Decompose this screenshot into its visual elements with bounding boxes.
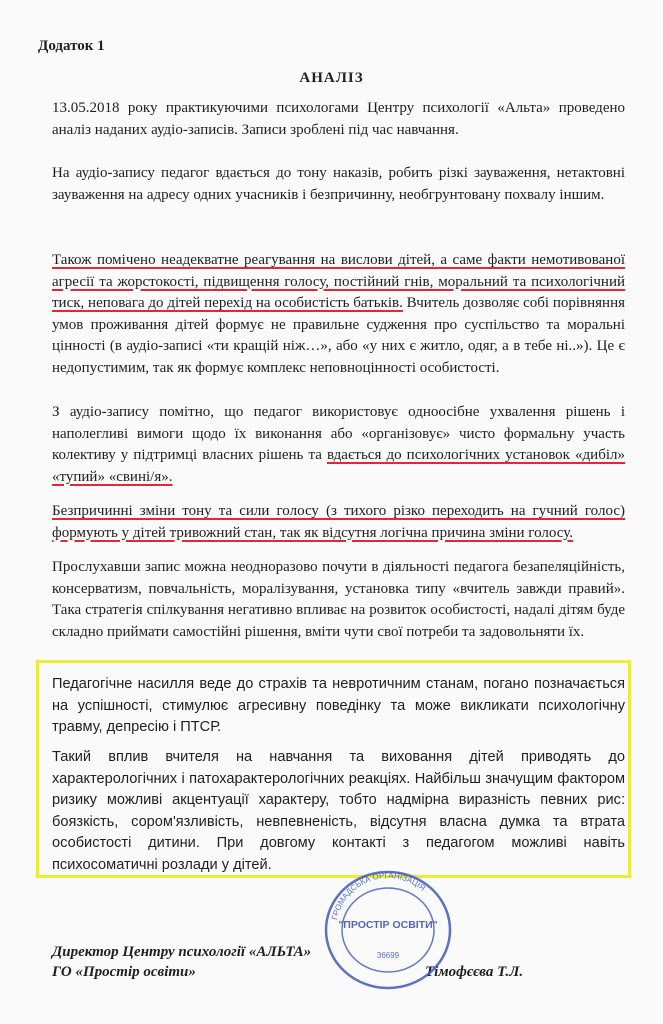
paragraph-reactions (52, 250, 625, 379)
document-title: АНАЛІЗ (299, 70, 364, 86)
paragraph-tone: На аудіо-запису педагог вдається до тону наказів, робить різкі зауваження, нетактовні зауваження на адресу одних учасників і безпричинну, необгрунтовану похвалу іншим. (52, 165, 625, 203)
paragraph-violence: Педагогічне насилля веде до страхів та невротичним станам, погано позначається на успішності, стимулює агресивну поведінку та може викликати психологічну травму, депресію і ПТСР. (52, 676, 625, 735)
paragraph-text: Вчитель дозволяє собі порівняння умов проживання дітей формує не правильне судження про суспільство та моральні цінності (в аудіо-записі «ти кращій ніж…», або «у них є житло, одяг, а в тебе ні..»). Це є недопустимим, так як формує комплекс неповноцінності особистості. (52, 295, 625, 376)
signature-organization: ГО «Простір освіти» (52, 964, 196, 980)
paragraph-intro: 13.05.2018 року практикуючими психологами Центру психології «Альта» проведено аналіз наданих аудіо-записів. Записи зроблені під час навчання. (52, 100, 625, 138)
appendix-label: Додаток 1 (38, 38, 105, 54)
paragraph-text: З аудіо-запису помітно, що педагог використовує одноосібне ухвалення рішень і наполегливі вимоги щодо їх виконання або «організовує» чисто формальну участь колективу у підтримці власних рішень та (52, 404, 625, 463)
stamp-code: 36699 (376, 951, 400, 960)
highlighted-text: Також помічено неадекватне реагування на вислови дітей, а саме факти немотивованої агресії та жорстокості, підвищення голосу, постійний гнів, моральний та психологічний тиск, неповага до дітей перехід на особистість батьків. (52, 252, 625, 311)
paragraph-decisions (52, 402, 625, 488)
paragraph-impact: Такий вплив вчителя на навчання та виховання дітей приводять до характерологічних і патохарактерологічних реакціях. Найбільш значущим фактором ризику можливі акцентуації характеру, тобто надмірна виразність певних рис: боязкість, сором'язливість, невпевненість, відсутня власна думка та втрата особистості дитини. При довгому контакті з педагогом можливі навіть психосоматичні розлади у дітей. (52, 749, 625, 873)
stamp-outer-text: ГРОМАДСЬКА ОРГАНІЗАЦІЯ (330, 870, 428, 921)
paragraph-style: Прослухавши запис можна неодноразово почути в діяльності педагога безапеляційність, консерватизм, повчальність, моралізування, установка типу «вчитель завжди правий». Така стратегія спілкування негативно впливає на розвиток особистості, надалі дітям буде складно приймати самостійні рішення, вміти чути свої потреби та задовольняти їх. (52, 559, 625, 640)
organization-stamp (318, 862, 458, 992)
signature-title: Директор Центру психології «АЛЬТА» (52, 944, 312, 960)
highlighted-text: вдається до психологічних установок «дибіл» «тупий» «свині/я». (52, 447, 625, 485)
paragraph-voice (52, 501, 625, 544)
stamp-center-text: "ПРОСТІР ОСВІТИ" (338, 919, 438, 931)
highlighted-text: Безпричинні зміни тону та сили голосу (з тихого різко переходить на гучний голос) формують у дітей тривожний стан, так як відсутня логічна причина зміни голосу. (52, 503, 625, 541)
signature-name: Тімофєєва Т.Л. (425, 964, 524, 980)
